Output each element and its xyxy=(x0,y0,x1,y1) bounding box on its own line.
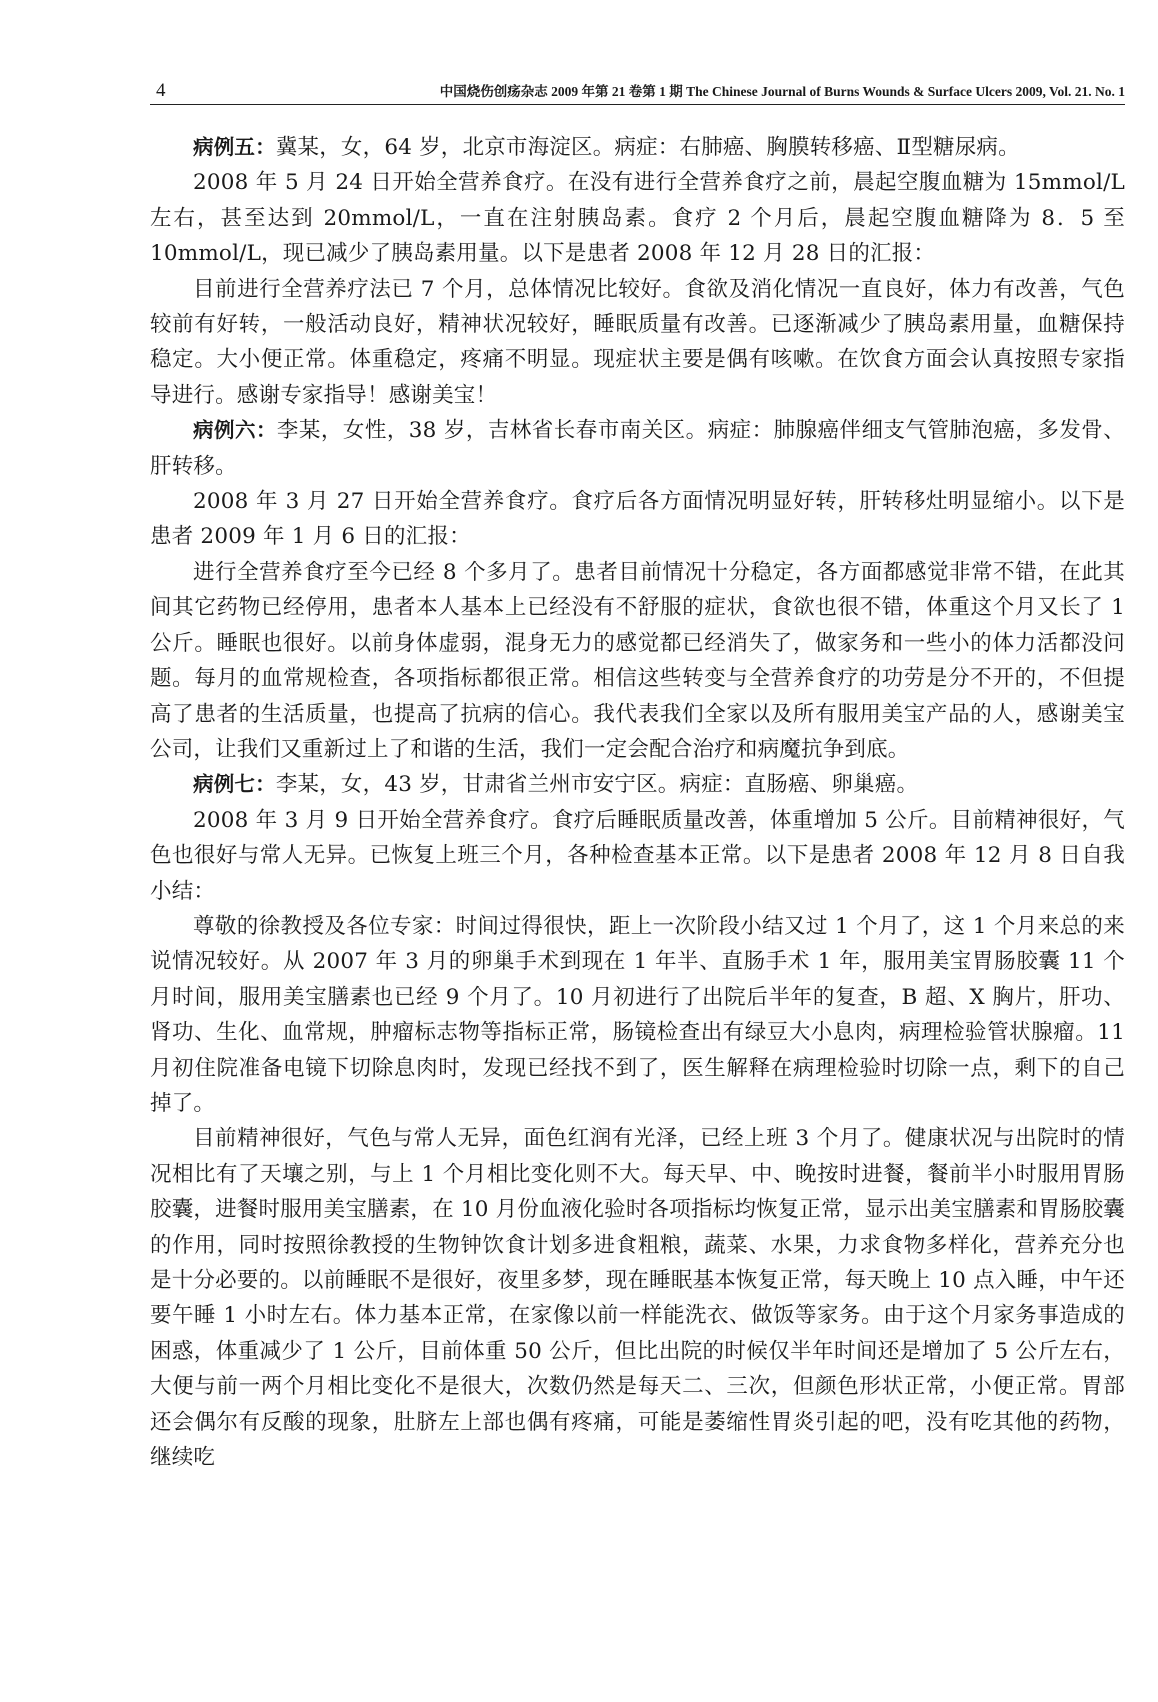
paragraph-text: 李某，女，43 岁，甘肃省兰州市安宁区。病症：直肠癌、卵巢癌。 xyxy=(275,772,919,798)
paragraph-text: 进行全营养食疗至今已经 8 个多月了。患者目前情况十分稳定，各方面都感觉非常不错，在此其间其它药物已经停用，患者本人基本上已经没有不舒服的症状，食欲也很不错，体重这个月又长了 1 公斤。睡眠也很好。以前身体虚弱，混身无力的感觉都已经消失了，做家务和一些小的体力活都没问题。每月的血常规检查，各项指标都很正常。相信这些转变与全营养食疗的功劳是分不开的，不但提高了患者的生活质量，也提高了抗病的信心。我代表我们全家以及所有服用美宝产品的人，感谢美宝公司，让我们又重新过上了和谐的生活，我们一定会配合治疗和病魔抗争到底。 xyxy=(150,559,1125,762)
paragraph-text: 2008 年 3 月 9 日开始全营养食疗。食疗后睡眠质量改善，体重增加 5 公斤。目前精神很好，气色也很好与常人无异。已恢复上班三个月，各种检查基本正常。以下是患者 2008 年 12 月 8 日自我小结： xyxy=(150,807,1125,904)
running-head: 中国烧伤创疡杂志 2009 年第 21 卷第 1 期 The Chinese Journal of Burns Wounds & Surface Ulcers 2009, Vol. 21. No. 1 xyxy=(439,84,1125,99)
case-label: 病例五： xyxy=(193,135,276,159)
paragraph xyxy=(150,803,1125,909)
paragraph xyxy=(150,413,1125,484)
paragraph-text: 目前精神很好，气色与常人无异，面色红润有光泽，已经上班 3 个月了。健康状况与出院时的情况相比有了天壤之别，与上 1 个月相比变化则不大。每天早、中、晚按时进餐，餐前半小时服用胃肠胶囊，进餐时服用美宝膳素，在 10 月份血液化验时各项指标均恢复正常，显示出美宝膳素和胃肠胶囊的作用，同时按照徐教授的生物钟饮食计划多进食粗粮，蔬菜、水果，力求食物多样化，营养充分也是十分必要的。以前睡眠不是很好，夜里多梦，现在睡眠基本恢复正常，每天晚上 10 点入睡，中午还要午睡 1 小时左右。体力基本正常，在家像以前一样能洗衣、做饭等家务。由于这个月家务事造成的困惑，体重减少了 1 公斤，目前体重 50 公斤，但比出院的时候仅半年时间还是增加了 5 公斤左右，大便与前一两个月相比变化不是很大，次数仍然是每天二、三次，但颜色形状正常，小便正常。胃部还会偶尔有反酸的现象，肚脐左上部也偶有疼痛，可能是萎缩性胃炎引起的吧，没有吃其他的药物，继续吃 xyxy=(150,1126,1125,1471)
paragraph xyxy=(150,909,1125,1121)
paragraph-text: 尊敬的徐教授及各位专家：时间过得很快，距上一次阶段小结又过 1 个月了，这 1 个月来总的来说情况较好。从 2007 年 3 月的卵巢手术到现在 1 年半、直肠手术 1 年，服用美宝胃肠胶囊 11 个月时间，服用美宝膳素也已经 9 个月了。10 月初进行了出院后半年的复查，B 超、X 胸片，肝功、肾功、生化、血常规，肿瘤标志物等指标正常，肠镜检查出有绿豆大小息肉，病理检验管状腺瘤。11 月初住院准备电镜下切除息肉时，发现已经找不到了，医生解释在病理检验时切除一点，剩下的自己掉了。 xyxy=(150,913,1125,1116)
paragraph xyxy=(150,767,1125,802)
page-header xyxy=(150,80,1125,105)
paragraph-text: 目前进行全营养疗法已 7 个月，总体情况比较好。食欲及消化情况一直良好，体力有改善，气色较前有好转，一般活动良好，精神状况较好，睡眠质量有改善。已逐渐减少了胰岛素用量，血糖保持稳定。大小便正常。体重稳定，疼痛不明显。现症状主要是偶有咳嗽。在饮食方面会认真按照专家指导进行。感谢专家指导！感谢美宝！ xyxy=(150,276,1125,408)
paragraph xyxy=(150,130,1125,165)
article-body xyxy=(150,130,1125,1475)
paragraph xyxy=(150,165,1125,271)
page-number: 4 xyxy=(156,80,166,101)
paragraph xyxy=(150,484,1125,555)
paragraph-text: 2008 年 5 月 24 日开始全营养食疗。在没有进行全营养食疗之前，晨起空腹血糖为 15mmol/L 左右，甚至达到 20mmol/L，一直在注射胰岛素。食疗 2 个月后，晨起空腹血糖降为 8．5 至 10mmol/L，现已减少了胰岛素用量。以下是患者 2008 年 12 月 28 日的汇报： xyxy=(150,170,1125,267)
case-label: 病例六： xyxy=(193,418,277,443)
paragraph xyxy=(150,272,1125,414)
paragraph xyxy=(150,1121,1125,1475)
paragraph xyxy=(150,555,1125,767)
paragraph-text: 李某，女性，38 岁，吉林省长春市南关区。病症：肺腺癌伴细支气管肺泡癌，多发骨、肝转移。 xyxy=(150,418,1125,479)
case-label: 病例七： xyxy=(193,772,276,797)
paragraph-text: 冀某，女，64 岁，北京市海淀区。病症：右肺癌、胸膜转移癌、Ⅱ型糖尿病。 xyxy=(275,135,1020,160)
paragraph-text: 2008 年 3 月 27 日开始全营养食疗。食疗后各方面情况明显好转，肝转移灶明显缩小。以下是患者 2009 年 1 月 6 日的汇报： xyxy=(150,489,1125,550)
